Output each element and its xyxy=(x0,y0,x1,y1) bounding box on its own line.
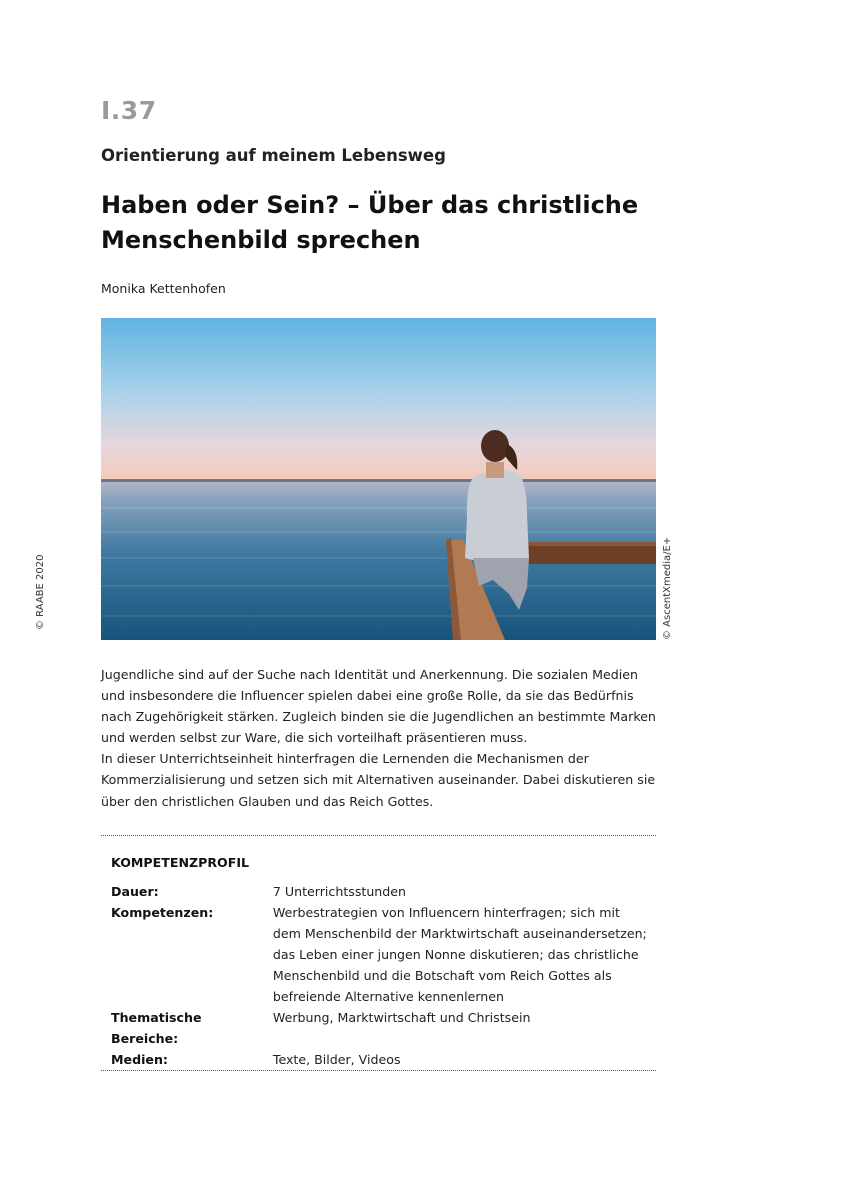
row-label: Dauer: xyxy=(111,884,159,899)
author: Monika Kettenhofen xyxy=(101,281,226,296)
table-row xyxy=(111,1007,651,1049)
row-label: Thematische Bereiche: xyxy=(111,1010,202,1046)
page-title: Haben oder Sein? – Über das christliche Menschenbild sprechen xyxy=(101,191,639,254)
table-row xyxy=(111,902,651,1007)
row-value: 7 Unterrichtsstunden xyxy=(272,884,407,899)
image-credit: © AscentXmedia/E+ xyxy=(662,536,673,640)
kompetenzprofil-heading: KOMPETENZPROFIL xyxy=(111,855,250,870)
row-value: Werbestrategien von Influencern hinterfragen; sich mit dem Menschenbild der Marktwirtschaft auseinandersetzen; das Leben einer jungen Nonne diskutieren; das christliche Menschenbild und die Botschaft vom Reich Gottes als befreiende Alternative kennenlernen xyxy=(272,905,647,1004)
row-label: Kompetenzen: xyxy=(111,905,214,920)
dotted-divider xyxy=(101,1070,656,1071)
table-row xyxy=(111,881,651,902)
dotted-divider xyxy=(101,835,656,836)
table-row xyxy=(111,1049,651,1070)
series-title: Orientierung auf meinem Lebensweg xyxy=(101,146,446,165)
kompetenzprofil-table xyxy=(111,881,651,1070)
row-label: Medien: xyxy=(111,1052,168,1067)
cover-photo xyxy=(101,318,656,640)
intro-paragraph: Jugendliche sind auf der Suche nach Identität und Anerkennung. Die sozialen Medien und insbesondere die Influencer spielen dabei eine große Rolle, da sie das Bedürfnis nach Zugehörigkeit stärken. Zugleich binden sie die Jugendlichen an bestimmte Marken und werden selbst zur Ware, die sich vorteilhaft präsentieren muss. xyxy=(101,667,656,746)
row-value: Werbung, Marktwirtschaft und Christsein xyxy=(272,1010,531,1025)
row-value: Texte, Bilder, Videos xyxy=(272,1052,401,1067)
intro-text xyxy=(101,664,657,812)
unit-code: I.37 xyxy=(101,96,157,125)
intro-paragraph: In dieser Unterrichtseinheit hinterfragen die Lernenden die Mechanismen der Kommerzialisierung und setzen sich mit Alternativen auseinander. Dabei diskutieren sie über den christlichen Glauben und das Reich Gottes. xyxy=(101,751,656,809)
copyright-notice: © RAABE 2020 xyxy=(35,554,46,630)
